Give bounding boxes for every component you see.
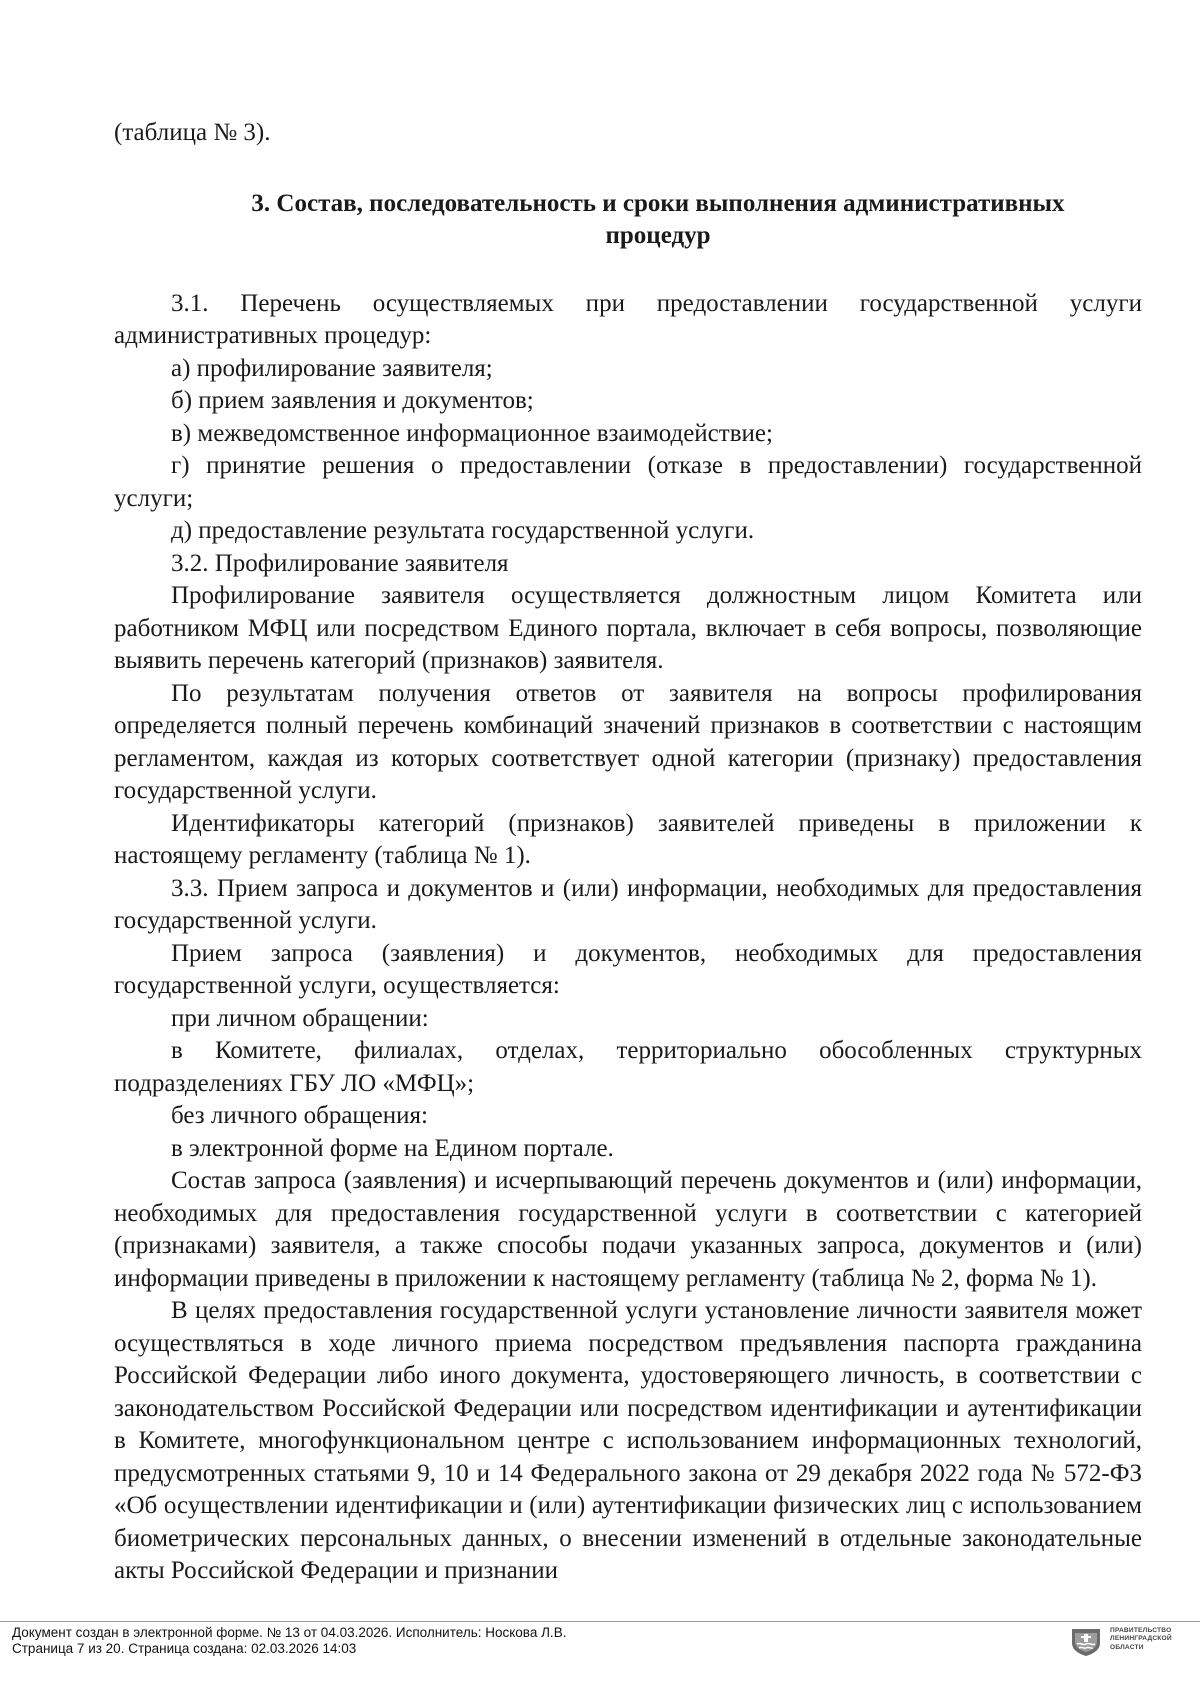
paragraph: 3.1. Перечень осуществляемых при предоставлении государственной услуги административных процедур: bbox=[114, 289, 1142, 349]
document-body bbox=[114, 117, 1142, 1588]
logo-caption bbox=[1110, 1627, 1172, 1652]
list-item: г) принятие решения о предоставлении (отказе в предоставлении) государственной услуги; bbox=[114, 452, 1142, 512]
list-item: в) межведомственное информационное взаимодействие; bbox=[171, 419, 773, 447]
government-logo bbox=[1068, 1627, 1188, 1667]
list-item: а) профилирование заявителя; bbox=[171, 354, 493, 382]
section-title-line-2: процедур bbox=[605, 221, 711, 249]
paragraph: в Комитете, филиалах, отделах, территориально обособленных структурных подразделениях ГБУ ЛО «МФЦ»; bbox=[114, 1037, 1142, 1097]
paragraph: при личном обращении: bbox=[171, 1004, 429, 1032]
logo-line-1: ПРАВИТЕЛЬСТВО bbox=[1110, 1627, 1172, 1634]
paragraph: Состав запроса (заявления) и исчерпывающий перечень документов и (или) информации, необходимых для предоставления государственной услуги в соответствии с категорией (признаками) заявителя, а также способы подачи указанных запроса, документов и (или) информации приведены в приложении к настоящему регламенту (таблица № 2, форма № 1). bbox=[114, 1167, 1142, 1292]
footer bbox=[12, 1625, 566, 1657]
footer-line-1: Документ создан в электронной форме. № 13 от 04.03.2026. Исполнитель: Носкова Л.В. bbox=[12, 1625, 567, 1640]
section-title-line-1: 3. Состав, последовательность и сроки выполнения административных bbox=[251, 189, 1065, 217]
leningrad-region-coat-of-arms-icon bbox=[1068, 1627, 1104, 1657]
paragraph: По результатам получения ответов от заявителя на вопросы профилирования определяется полный перечень комбинаций значений признаков в соответствии с настоящим регламентом, каждая из которых соответствует одной категории (признаку) предоставления государственной услуги. bbox=[114, 679, 1142, 804]
paragraph: в электронной форме на Едином портале. bbox=[171, 1134, 614, 1162]
intro-text: (таблица № 3). bbox=[114, 119, 271, 146]
paragraph: Профилирование заявителя осуществляется должностным лицом Комитета или работником МФЦ или посредством Единого портала, включает в себя вопросы, позволяющие выявить перечень категорий (признаков) заявителя. bbox=[114, 582, 1142, 674]
list-item: б) прием заявления и документов; bbox=[171, 387, 534, 414]
paragraph: В целях предоставления государственной услуги установление личности заявителя может осуществляться в ходе личного приема посредством предъявления паспорта гражданина Российской Федерации либо иного документа, удостоверяющего личность, в соответствии с законодательством Российской Федерации или посредством идентификации и аутентификации в Комитете, многофункциональном центре с использованием информационных технологий, предусмотренных статьями 9, 10 и 14 Федерального закона от 29 декабря 2022 года № 572-ФЗ «Об осуществлении идентификации и (или) аутентификации физических лиц с использованием биометрических персональных данных, о внесении изменений в отдельные законодательные акты Российской Федерации и признании bbox=[114, 1297, 1142, 1584]
list-item: д) предоставление результата государственной услуги. bbox=[171, 517, 755, 544]
paragraph: Прием запроса (заявления) и документов, необходимых для предоставления государственной услуги, осуществляется: bbox=[114, 939, 1142, 999]
paragraph: 3.3. Прием запроса и документов и (или) информации, необходимых для предоставления государственной услуги. bbox=[114, 874, 1142, 934]
logo-line-3: ОБЛАСТИ bbox=[1110, 1643, 1144, 1651]
logo-line-2: ЛЕНИНГРАДСКОЙ bbox=[1110, 1635, 1172, 1643]
subsection-heading: 3.2. Профилирование заявителя bbox=[171, 549, 509, 577]
paragraph: без личного обращения: bbox=[171, 1102, 428, 1129]
footer-divider bbox=[0, 1621, 1200, 1622]
section-title bbox=[114, 188, 1142, 252]
footer-line-2: Страница 7 из 20. Страница создана: 02.03.2026 14:03 bbox=[12, 1641, 357, 1656]
paragraph: Идентификаторы категорий (признаков) заявителей приведены в приложении к настоящему регламенту (таблица № 1). bbox=[114, 809, 1142, 869]
